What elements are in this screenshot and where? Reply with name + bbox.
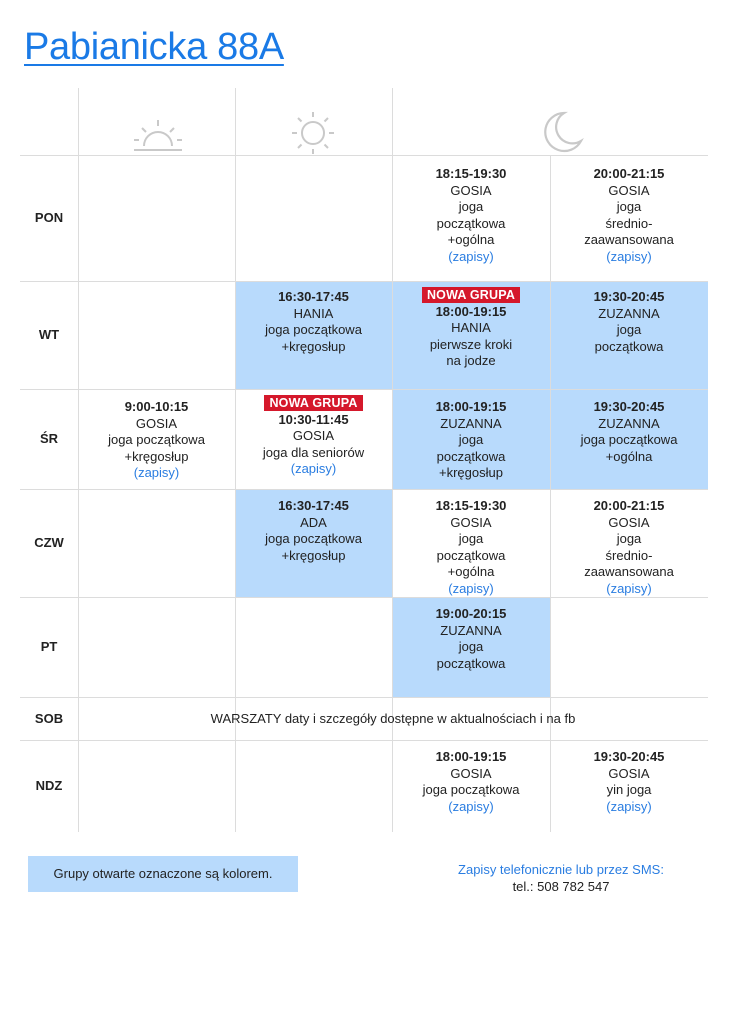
class-description: joga <box>616 199 642 214</box>
class-cell <box>392 740 550 832</box>
class-description: zaawansowana <box>584 564 674 579</box>
class-teacher: GOSIA <box>450 765 492 781</box>
class-description: +ogólna <box>605 448 653 464</box>
class-teacher: GOSIA <box>608 182 650 198</box>
class-time: 19:30-20:45 <box>593 289 665 304</box>
class-time: 20:00-21:15 <box>593 166 665 181</box>
class-teacher: GOSIA <box>608 514 650 530</box>
class-description: joga <box>458 639 484 654</box>
grid-hline <box>20 597 708 598</box>
sunrise-icon <box>130 116 186 161</box>
sun-icon <box>290 110 336 161</box>
signup-link[interactable]: (zapisy) <box>133 465 180 480</box>
class-teacher: ZUZANNA <box>598 415 660 431</box>
class-description: joga <box>616 322 642 337</box>
class-description: +kręgosłup <box>281 338 346 354</box>
class-time: 18:00-19:15 <box>435 303 507 319</box>
workshop-note: WARSZATY daty i szczegóły dostępne w aktualnościach i na fb <box>210 710 576 726</box>
class-teacher: GOSIA <box>292 428 335 443</box>
signup-link[interactable]: (zapisy) <box>606 248 652 264</box>
class-cell <box>550 389 708 489</box>
contact-phone[interactable]: tel.: 508 782 547 <box>512 879 610 894</box>
day-label: PT <box>40 639 58 654</box>
class-description: joga początkowa <box>422 782 520 797</box>
class-cell <box>392 155 550 281</box>
contact-signup-text: Zapisy telefonicznie lub przez SMS: <box>458 862 664 877</box>
class-time: 18:15-19:30 <box>435 166 507 181</box>
class-description: +ogólna <box>447 564 495 579</box>
class-description: +ogólna <box>447 232 495 247</box>
signup-link[interactable]: (zapisy) <box>448 580 494 596</box>
class-description: joga początkowa <box>265 531 362 546</box>
class-teacher: GOSIA <box>450 182 492 198</box>
class-cell <box>550 489 708 597</box>
class-description: joga <box>458 432 484 447</box>
class-time: 16:30-17:45 <box>278 498 349 513</box>
class-description: pierwsze kroki <box>429 336 513 352</box>
class-cell <box>392 489 550 597</box>
class-description: zaawansowana <box>584 232 674 247</box>
class-time: 19:30-20:45 <box>593 749 665 764</box>
class-teacher: ZUZANNA <box>440 415 502 431</box>
grid-hline <box>20 697 708 698</box>
class-description: na jodze <box>446 353 496 368</box>
class-description: joga <box>458 199 484 214</box>
class-description: początkowa <box>436 655 506 671</box>
class-time: 18:00-19:15 <box>435 399 507 414</box>
class-teacher: GOSIA <box>135 415 178 431</box>
page-title: Pabianicka 88A <box>24 26 284 68</box>
class-teacher: GOSIA <box>608 765 650 781</box>
class-teacher: GOSIA <box>450 514 492 530</box>
class-cell <box>235 489 392 597</box>
class-time: 20:00-21:15 <box>593 498 665 513</box>
class-teacher: ADA <box>300 514 327 530</box>
class-time: 18:00-19:15 <box>435 749 507 764</box>
signup-link[interactable]: (zapisy) <box>448 798 494 814</box>
class-teacher: HANIA <box>293 305 334 321</box>
class-cell <box>550 740 708 832</box>
class-cell <box>235 281 392 389</box>
class-cell <box>235 389 392 489</box>
signup-link[interactable]: (zapisy) <box>606 580 652 596</box>
class-description: yin joga <box>606 782 652 797</box>
signup-link[interactable]: (zapisy) <box>448 248 494 264</box>
day-label: ŚR <box>39 431 59 446</box>
new-group-badge-label: NOWA GRUPA <box>422 287 520 303</box>
class-description: początkowa <box>594 338 664 354</box>
class-description: joga <box>458 531 484 546</box>
class-time: 19:30-20:45 <box>593 399 665 414</box>
class-description: początkowa <box>436 448 506 464</box>
class-description: początkowa <box>436 215 506 231</box>
class-cell <box>392 389 550 489</box>
class-time: 18:15-19:30 <box>435 498 507 513</box>
day-label: SOB <box>34 710 64 726</box>
class-cell <box>78 389 235 489</box>
class-description: średnio- <box>605 215 653 231</box>
moon-icon <box>540 110 584 161</box>
class-description: joga początkowa <box>108 432 205 447</box>
signup-link[interactable]: (zapisy) <box>606 798 652 814</box>
contact-info <box>426 861 696 895</box>
class-cell <box>392 597 550 697</box>
new-group-badge-label: NOWA GRUPA <box>264 395 362 411</box>
day-label: CZW <box>34 535 64 550</box>
class-description: +kręgosłup <box>281 547 346 563</box>
class-description: +kręgosłup <box>124 448 189 464</box>
class-cell <box>550 155 708 281</box>
class-teacher: ZUZANNA <box>598 305 660 321</box>
class-description: joga początkowa <box>265 322 362 337</box>
class-description: początkowa <box>436 547 506 563</box>
signup-link[interactable]: (zapisy) <box>290 461 337 476</box>
class-cell <box>550 281 708 389</box>
class-cell <box>392 281 550 389</box>
legend-note: Grupy otwarte oznaczone są kolorem. <box>28 856 298 892</box>
class-description: średnio- <box>605 547 653 563</box>
class-time: 19:00-20:15 <box>435 606 507 621</box>
class-description: joga <box>616 531 642 546</box>
day-label: WT <box>38 327 60 342</box>
day-label: PON <box>34 210 64 225</box>
class-teacher: HANIA <box>451 320 491 335</box>
class-description: +kręgosłup <box>439 465 503 480</box>
day-label: NDZ <box>35 778 63 793</box>
class-description: joga początkowa <box>580 432 678 447</box>
class-time: 9:00-10:15 <box>124 399 189 414</box>
class-description: joga dla seniorów <box>262 444 365 460</box>
class-time: 16:30-17:45 <box>278 289 349 304</box>
new-group-badge <box>235 395 392 412</box>
class-time: 10:30-11:45 <box>278 411 349 427</box>
class-teacher: ZUZANNA <box>440 622 502 638</box>
new-group-badge <box>392 287 550 304</box>
